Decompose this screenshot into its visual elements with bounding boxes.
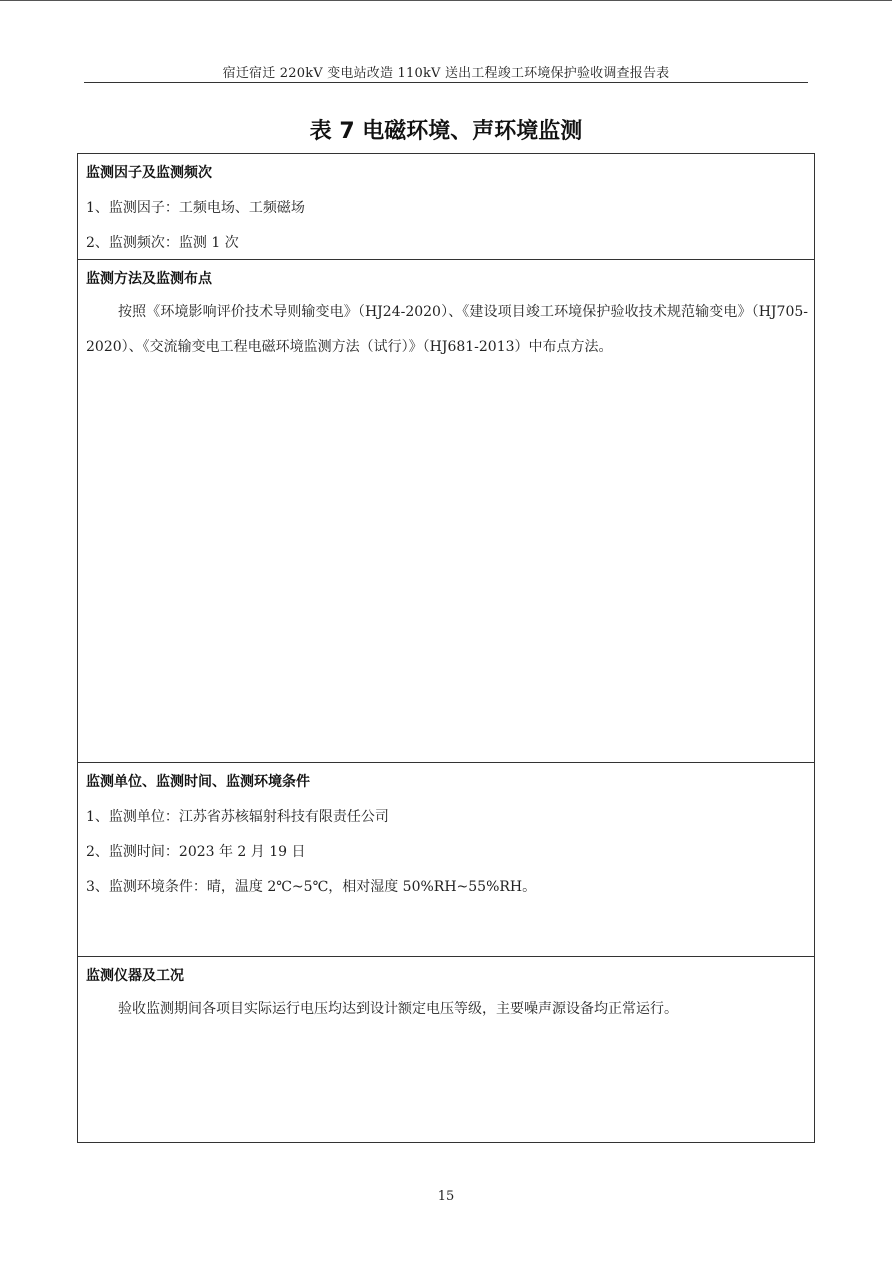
section-heading: 监测因子及监测频次: [86, 165, 212, 181]
header-divider: [84, 82, 808, 83]
section-instruments-conditions: [78, 957, 814, 1143]
page-title: 表 7 电磁环境、声环境监测: [309, 119, 583, 144]
page-number: 15: [437, 1189, 455, 1204]
section-heading: 监测方法及监测布点: [86, 271, 212, 287]
operating-conditions-paragraph: 验收监测期间各项目实际运行电压均达到设计额定电压等级，主要噪声源设备均正常运行。: [118, 1001, 678, 1017]
unit-line: 1、监测单位：江苏省苏核辐射科技有限责任公司: [86, 809, 389, 825]
running-header: 宿迁宿迁 220kV 变电站改造 110kV 送出工程竣工环境保护验收调查报告表: [222, 66, 670, 81]
section-heading: 监测仪器及工况: [86, 968, 184, 984]
page-top-border: [0, 0, 892, 1]
section-heading: 监测单位、监测时间、监测环境条件: [86, 774, 310, 790]
section-monitoring-methods: [78, 260, 814, 763]
methods-paragraph: 按照《环境影响评价技术导则输变电》（HJ24-2020）、《建设项目竣工环境保护验收技术规范输变电》（HJ705-2020）、《交流输变电工程电磁环境监测方法（试行）》（HJ681-2013）中布点方法。: [86, 304, 808, 355]
frequency-line: 2、监测频次：监测 1 次: [86, 235, 239, 251]
section-monitoring-unit-time-conditions: [78, 763, 814, 957]
section-monitoring-factors: [78, 154, 814, 260]
time-line: 2、监测时间：2023 年 2 月 19 日: [86, 844, 306, 860]
conditions-line: 3、监测环境条件：晴，温度 2℃~5℃，相对湿度 50%RH~55%RH。: [86, 879, 537, 895]
factor-line: 1、监测因子：工频电场、工频磁场: [86, 200, 305, 216]
monitoring-table: [77, 153, 815, 1143]
